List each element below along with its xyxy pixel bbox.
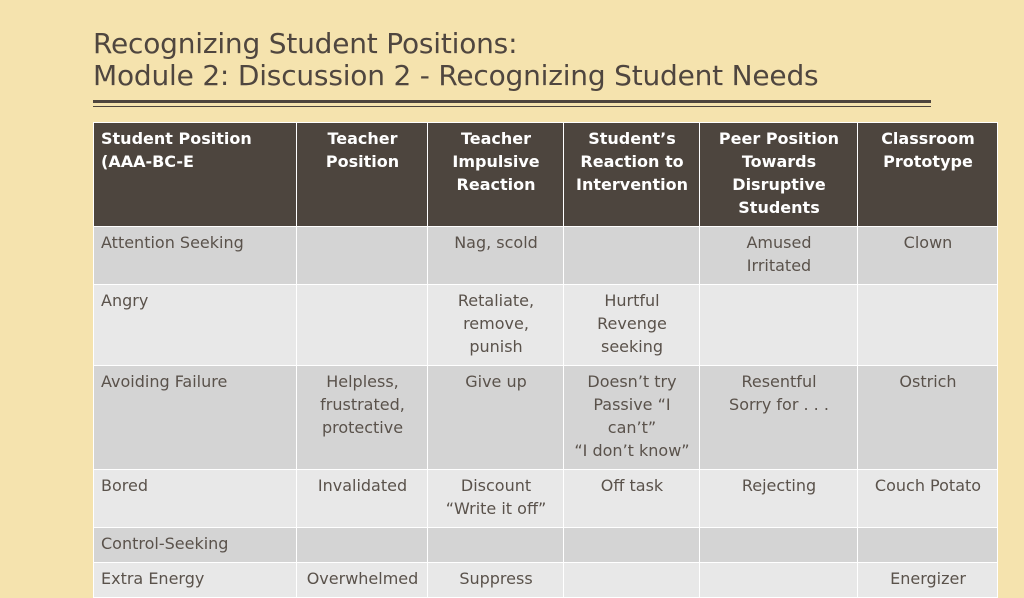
table-cell: Attention Seeking xyxy=(94,227,297,285)
table-row xyxy=(94,366,998,470)
table-cell: Off task xyxy=(564,470,700,528)
table-cell xyxy=(428,528,564,563)
table-cell: Overwhelmed xyxy=(297,563,428,598)
table-cell: Resentful Sorry for . . . xyxy=(700,366,858,470)
slide-title-line-2: Module 2: Discussion 2 - Recognizing Student Needs xyxy=(93,59,819,92)
table-row xyxy=(94,470,998,528)
table-cell xyxy=(700,563,858,598)
header-classroom-prototype: Classroom Prototype xyxy=(858,123,998,227)
table-cell xyxy=(858,285,998,366)
table-cell: Couch Potato xyxy=(858,470,998,528)
slide-title-line-1: Recognizing Student Positions: xyxy=(93,27,518,60)
table-cell xyxy=(564,227,700,285)
table-cell: Ostrich xyxy=(858,366,998,470)
table-header-row xyxy=(94,123,998,227)
table-cell: Doesn’t try Passive “I can’t” “I don’t know” xyxy=(564,366,700,470)
table-cell: Discount “Write it off” xyxy=(428,470,564,528)
table-cell: Control-Seeking xyxy=(94,528,297,563)
student-positions-table xyxy=(93,122,998,598)
table-cell xyxy=(564,528,700,563)
table-cell: Amused Irritated xyxy=(700,227,858,285)
table-cell: Hurtful Revenge seeking xyxy=(564,285,700,366)
title-divider-thin xyxy=(93,106,931,107)
table-cell: Rejecting xyxy=(700,470,858,528)
header-peer-position: Peer Position Towards Disruptive Students xyxy=(700,123,858,227)
table-row xyxy=(94,285,998,366)
table-cell xyxy=(564,563,700,598)
table-cell: Avoiding Failure xyxy=(94,366,297,470)
table-cell: Angry xyxy=(94,285,297,366)
table-cell: Bored xyxy=(94,470,297,528)
header-teacher-position: Teacher Position xyxy=(297,123,428,227)
table-row xyxy=(94,227,998,285)
slide-title xyxy=(93,28,818,92)
header-teacher-impulsive-reaction: Teacher Impulsive Reaction xyxy=(428,123,564,227)
table-cell: Retaliate, remove, punish xyxy=(428,285,564,366)
table-cell xyxy=(700,285,858,366)
table-cell: Clown xyxy=(858,227,998,285)
table-cell: Invalidated xyxy=(297,470,428,528)
table-cell: Nag, scold xyxy=(428,227,564,285)
table-cell: Energizer xyxy=(858,563,998,598)
table-cell xyxy=(297,227,428,285)
header-student-reaction: Student’s Reaction to Intervention xyxy=(564,123,700,227)
table-cell xyxy=(297,528,428,563)
header-student-position: Student Position (AAA-BC-E xyxy=(94,123,297,227)
table-cell: Suppress xyxy=(428,563,564,598)
table-cell xyxy=(858,528,998,563)
table-cell xyxy=(297,285,428,366)
title-divider-thick xyxy=(93,100,931,103)
table-cell: Helpless, frustrated, protective xyxy=(297,366,428,470)
table-cell xyxy=(700,528,858,563)
table-row xyxy=(94,528,998,563)
table-row xyxy=(94,563,998,598)
table-cell: Extra Energy xyxy=(94,563,297,598)
table-cell: Give up xyxy=(428,366,564,470)
